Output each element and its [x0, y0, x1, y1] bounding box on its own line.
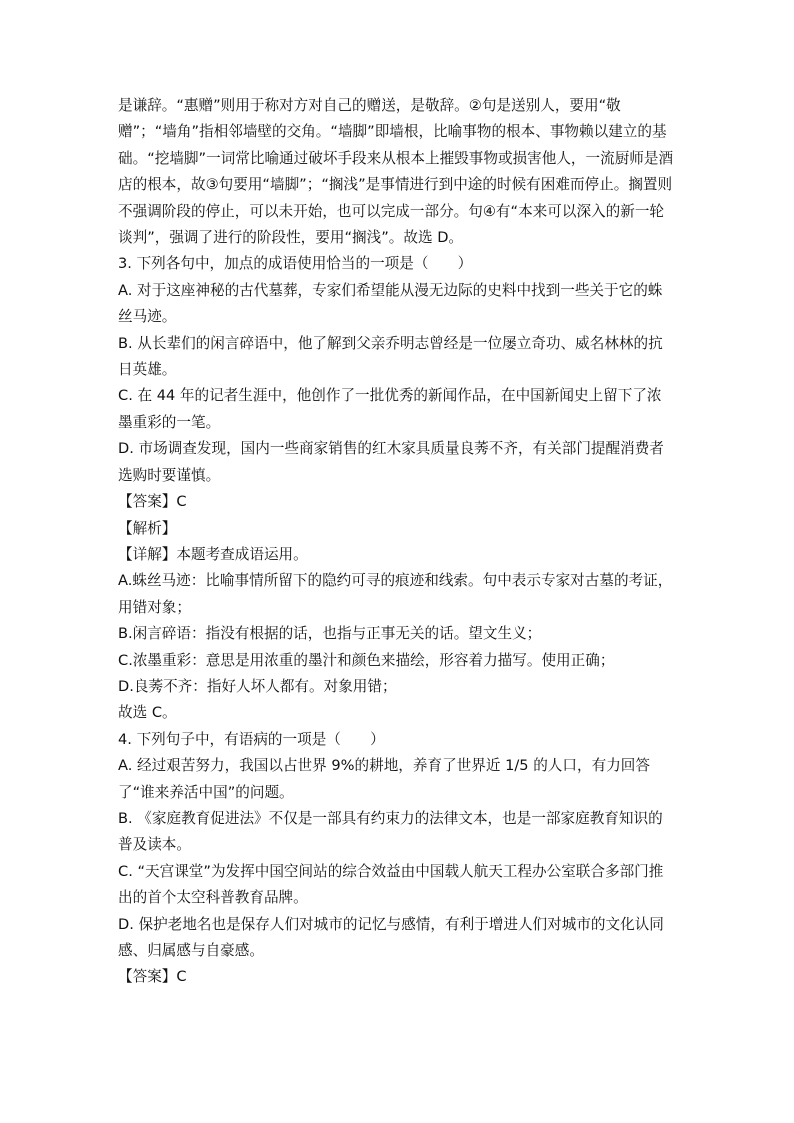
question-3-detail-a: A.蛛丝马迹：比喻事情所留下的隐约可寻的痕迹和线索。句中表示专家对古墓的考证，用错对象；	[118, 572, 673, 616]
question-4-option-d: D. 保护老地名也是保存人们对城市的记忆与感情，有利于增进人们对城市的文化认同感、归属感与自豪感。	[118, 915, 664, 959]
question-3-answer: 【答案】C	[118, 493, 187, 511]
question-3-detail-c: C.浓墨重彩：意思是用浓重的墨汁和颜色来描绘，形容着力描写。使用正确；	[118, 651, 615, 669]
question-3-option-a: A. 对于这座神秘的古代墓葬，专家们希望能从漫无边际的史料中找到一些关于它的蛛丝马迹。	[118, 281, 663, 326]
question-4-option-c: C. “天宫课堂”为发挥中国空间站的综合效益由中国载人航天工程办公室联合多部门推出的首个太空科普教育品牌。	[118, 862, 664, 907]
question-4-answer: 【答案】C	[118, 968, 187, 986]
question-3-option-b: B. 从长辈们的闲言碎语中，他了解到父亲乔明志曾经是一位屡立奇功、威名林林的抗日英雄。	[118, 334, 663, 379]
question-3-analysis-heading: 【解析】	[118, 519, 177, 537]
document-body	[118, 93, 676, 991]
question-3-detail-b: B.闲言碎语：指没有根据的话，也指与正事无关的话。望文生义；	[118, 625, 542, 643]
question-3-detail-d: D.良莠不齐：指好人坏人都有。对象用错；	[118, 677, 397, 695]
question-3-option-c: C. 在 44 年的记者生涯中，他创作了一批优秀的新闻作品，在中国新闻史上留下了浓墨重彩的一笔。	[118, 387, 662, 431]
question-3-stem: 3. 下列各句中，加点的成语使用恰当的一项是（ ）	[118, 255, 473, 273]
paragraph-prev-explanation: 是谦辞。“惠赠”则用于称对方对自己的赠送，是敬辞。②句是送别人，要用“敬赠”；“墙角”指相邻墙壁的交角。“墙脚”即墙根，比喻事物的根本、事物赖以建立的基础。“挖墙脚”一词常比喻通过破坏手段来从根本上摧毁事物或损害他人，一流厨师是酒店的根本，故③句要用“墙脚”；“搁浅”是事情进行到中途的时候有困难而停止。搁置则不强调阶段的停止，可以未开始，也可以完成一部分。句④有“本来可以深入的新一轮谈判”，强调了进行的阶段性，要用“搁浅”。故选 D。	[118, 97, 674, 247]
question-3-detail: 【详解】本题考查成语运用。	[118, 545, 308, 563]
question-3-conclusion: 故选 C。	[118, 704, 177, 722]
question-3-option-d: D. 市场调查发现，国内一些商家销售的红木家具质量良莠不齐，有关部门提醒消费者选购时要谨慎。	[118, 440, 664, 484]
question-4-option-a: A. 经过艰苦努力，我国以占世界 9%的耕地，养育了世界近 1/5 的人口，有力回答了“谁来养活中国”的问题。	[118, 757, 650, 801]
question-4-option-b: B. 《家庭教育促进法》不仅是一部具有约束力的法律文本，也是一部家庭教育知识的普及读本。	[118, 809, 663, 854]
question-4-stem: 4. 下列句子中，有语病的一项是（ ）	[118, 730, 385, 748]
